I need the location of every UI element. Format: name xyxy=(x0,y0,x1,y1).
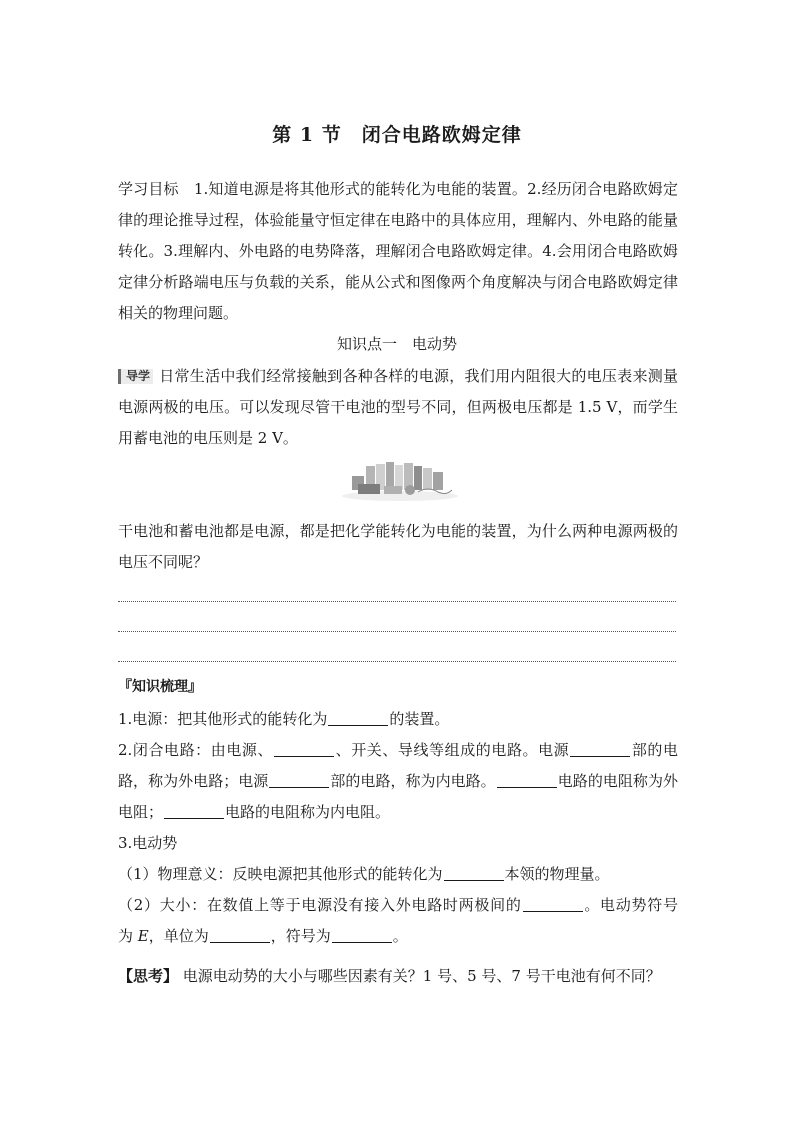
fill-blank[interactable] xyxy=(332,928,392,943)
item-text: 电路的电阻称为内电阻。 xyxy=(225,803,391,821)
item-text: （1）物理意义：反映电源把其他形式的能转化为 xyxy=(118,865,443,883)
page-title: 第 1 节 闭合电路欧姆定律 xyxy=(272,124,522,146)
item-text: 的装置。 xyxy=(389,710,450,728)
fill-blank[interactable] xyxy=(570,742,630,757)
knowledge-items xyxy=(118,704,678,952)
item-text: ，单位为 xyxy=(148,927,209,945)
think-label: 【思考】 xyxy=(118,967,179,985)
item-text: 。电动势符号为 xyxy=(118,896,678,945)
item-text: 电路的电阻称为外电阻； xyxy=(118,772,678,821)
fill-blank[interactable] xyxy=(269,773,329,788)
guide-paragraph xyxy=(118,361,678,454)
item-text: 本领的物理量。 xyxy=(504,865,610,883)
item-text: 2.闭合电路：由电源、 xyxy=(118,741,274,759)
batteries-image xyxy=(338,456,462,502)
item-text: （2）大小：在数值上等于电源没有接入外电路时两极间的 xyxy=(118,896,522,914)
think-question xyxy=(118,963,698,989)
fill-blank[interactable] xyxy=(328,711,388,726)
item-3: 3.电动势 xyxy=(118,834,178,852)
item-3-1 xyxy=(118,859,678,890)
learning-objectives xyxy=(118,174,678,329)
fill-blank[interactable] xyxy=(274,742,334,757)
answer-line xyxy=(118,631,676,632)
item-2 xyxy=(118,735,678,828)
answer-line xyxy=(118,601,676,602)
fill-blank[interactable] xyxy=(497,773,557,788)
objectives-label: 学习目标 xyxy=(118,180,179,198)
item-text: ，符号为 xyxy=(270,927,331,945)
item-text: 。 xyxy=(392,927,408,945)
guide-text: 日常生活中我们经常接触到各种各样的电源，我们用内阻很大的电压表来测量电源两极的电压。可以发现尽管干电池的型号不同，但两极电压都是 1.5 V，而学生用蓄电池的电压则是 2 V。 xyxy=(118,367,678,447)
item-text: 部的电路，称为内电路。 xyxy=(330,772,496,790)
guide-badge: 导学 xyxy=(118,369,153,384)
emf-symbol: E xyxy=(137,927,149,945)
fill-blank[interactable] xyxy=(523,897,583,912)
fill-blank[interactable] xyxy=(210,928,270,943)
knowledge-point-heading: 知识点一 电动势 xyxy=(336,335,457,353)
item-text: 、开关、导线等组成的电路。电源 xyxy=(335,741,570,759)
objectives-text: 1.知道电源是将其他形式的能转化为电能的装置。2.经历闭合电路欧姆定律的理论推导过程，体验能量守恒定律在电路中的具体应用，理解内、外电路的能量转化。3.理解内、外电路的电势降落，理解闭合电路欧姆定律。4.会用闭合电路欧姆定律分析路端电压与负载的关系，能从公式和图像两个角度解决与闭合电路欧姆定律相关的物理问题。 xyxy=(118,180,678,322)
think-text: 电源电动势的大小与哪些因素有关？1 号、5 号、7 号干电池有何不同？ xyxy=(182,967,661,985)
question-paragraph: 干电池和蓄电池都是电源，都是把化学能转化为电能的装置，为什么两种电源两极的电压不同呢？ xyxy=(118,522,678,571)
fill-blank[interactable] xyxy=(444,866,504,881)
fill-blank[interactable] xyxy=(164,804,224,819)
section-tag: 『知识梳理』 xyxy=(118,679,202,695)
item-text: 1.电源：把其他形式的能转化为 xyxy=(118,710,328,728)
item-3-2 xyxy=(118,890,678,952)
item-1 xyxy=(118,704,678,735)
answer-line xyxy=(118,661,676,662)
item-text: 部的电路，称为外电路；电源 xyxy=(118,741,678,790)
